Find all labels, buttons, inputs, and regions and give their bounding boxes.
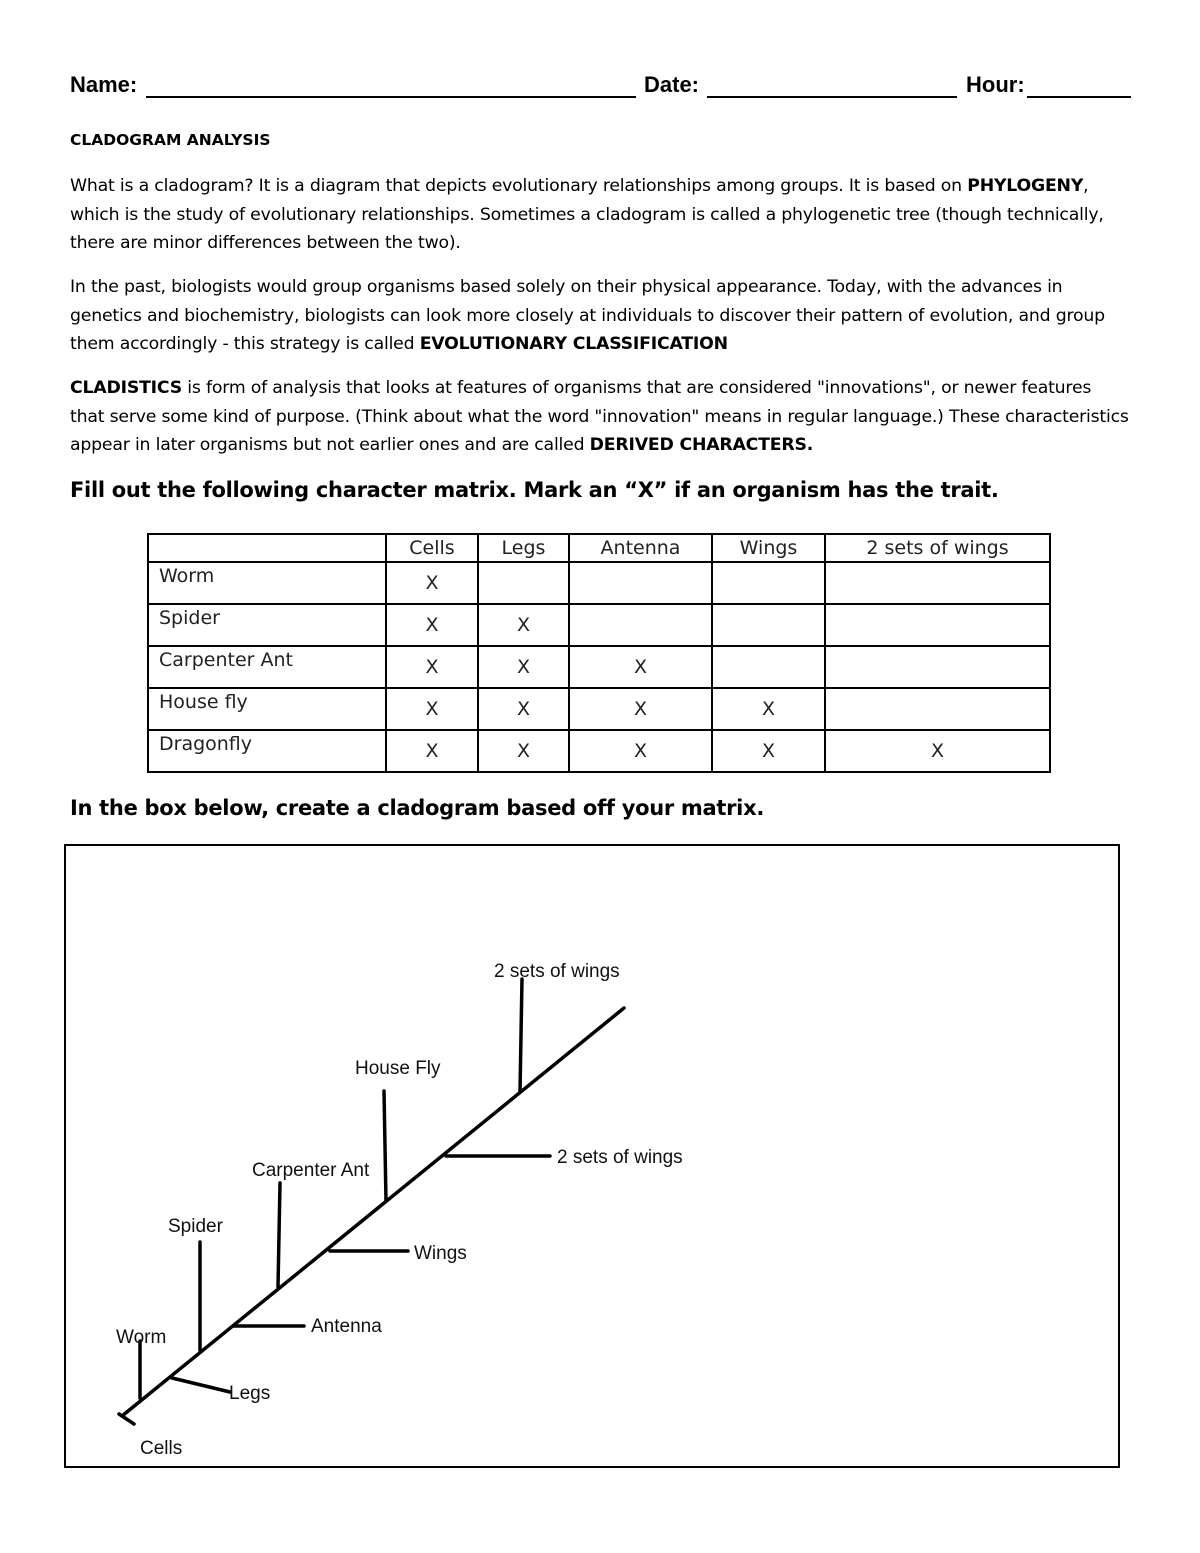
label-top-two-sets-of-wings: 2 sets of wings <box>494 961 620 982</box>
trait-cell[interactable] <box>712 646 825 688</box>
trait-cell[interactable]: X <box>478 730 569 772</box>
label-wings: Wings <box>414 1243 467 1264</box>
organism-name: House fly <box>148 688 386 730</box>
trait-cell[interactable]: X <box>386 604 478 646</box>
organism-name: Worm <box>148 562 386 604</box>
trait-cell[interactable] <box>478 562 569 604</box>
trait-cell[interactable]: X <box>478 604 569 646</box>
header-two-sets-of-wings: 2 sets of wings <box>825 534 1050 562</box>
trait-cell[interactable] <box>825 562 1050 604</box>
house-fly-branch <box>384 1091 386 1201</box>
label-carpenter-ant: Carpenter Ant <box>252 1160 370 1181</box>
paragraph-text: , which is the study of evolutionary relationships. Sometimes a cladogram is called a phylogenetic tree (though technically, there are minor differences between the two). <box>70 176 1104 253</box>
header-antenna: Antenna <box>569 534 712 562</box>
matrix-header-row <box>148 534 1050 562</box>
organism-name: Carpenter Ant <box>148 646 386 688</box>
header-cells: Cells <box>386 534 478 562</box>
term-cladistics: CLADISTICS <box>70 378 182 398</box>
matrix-row-worm <box>148 562 1050 604</box>
trait-cell[interactable]: X <box>386 562 478 604</box>
organism-name: Dragonfly <box>148 730 386 772</box>
cladogram-box <box>64 844 1120 1468</box>
legs-branch <box>172 1378 230 1392</box>
name-label: Name: <box>70 72 138 97</box>
trait-cell[interactable]: X <box>569 646 712 688</box>
trait-cell[interactable]: X <box>712 688 825 730</box>
header-legs: Legs <box>478 534 569 562</box>
trait-cell[interactable] <box>825 604 1050 646</box>
matrix-row-carpenter-ant <box>148 646 1050 688</box>
carpenter-ant-branch <box>278 1183 280 1287</box>
paragraph-evolutionary-classification <box>70 273 1130 359</box>
label-cells: Cells <box>140 1438 183 1459</box>
trait-cell[interactable]: X <box>386 646 478 688</box>
matrix-row-dragonfly <box>148 730 1050 772</box>
trait-cell[interactable]: X <box>386 730 478 772</box>
hour-label: Hour: <box>966 72 1025 97</box>
term-derived-characters: DERIVED CHARACTERS. <box>589 435 814 455</box>
trait-cell[interactable]: X <box>712 730 825 772</box>
header-cell-blank <box>148 534 386 562</box>
trait-cell[interactable] <box>712 562 825 604</box>
trait-cell[interactable]: X <box>569 730 712 772</box>
label-legs: Legs <box>229 1383 271 1404</box>
name-field[interactable] <box>146 96 636 98</box>
header-wings: Wings <box>712 534 825 562</box>
trait-cell[interactable]: X <box>386 688 478 730</box>
label-spider: Spider <box>168 1216 223 1237</box>
header-row <box>70 72 1132 102</box>
trait-cell[interactable] <box>825 646 1050 688</box>
trait-cell[interactable]: X <box>825 730 1050 772</box>
trait-cell[interactable]: X <box>478 688 569 730</box>
label-worm: Worm <box>116 1327 167 1348</box>
term-evolutionary-classification: EVOLUTIONARY CLASSIFICATION <box>419 334 728 354</box>
trait-cell[interactable]: X <box>478 646 569 688</box>
trait-cell[interactable] <box>569 604 712 646</box>
paragraph-cladistics <box>70 374 1130 460</box>
cladogram-diagram <box>66 846 1118 1466</box>
matrix-row-house-fly <box>148 688 1050 730</box>
organism-name: Spider <box>148 604 386 646</box>
label-house-fly: House Fly <box>355 1058 441 1079</box>
paragraph-text: In the past, biologists would group organisms based solely on their physical appearance. Today, with the advances in genetics and biochemistry, biologists can look more closely at individuals to discover their pattern of evolution, and group them accordingly - this strategy is called <box>70 277 1105 354</box>
character-matrix <box>147 533 1051 773</box>
hour-field[interactable] <box>1027 96 1131 98</box>
trait-cell[interactable] <box>825 688 1050 730</box>
paragraph-text: is form of analysis that looks at features of organisms that are considered "innovations", or newer features that serve some kind of purpose. (Think about what the word "innovation" means in regular language.) These characteristics appear in later organisms but not earlier ones and are called <box>70 378 1129 455</box>
term-phylogeny: PHYLOGENY <box>967 176 1084 196</box>
cells-tick <box>119 1414 134 1424</box>
date-label: Date: <box>644 72 700 97</box>
cladogram-instruction: In the box below, create a cladogram based off your matrix. <box>70 796 765 820</box>
trait-cell[interactable] <box>569 562 712 604</box>
section-title: CLADOGRAM ANALYSIS <box>70 131 271 149</box>
paragraph-text: What is a cladogram? It is a diagram that depicts evolutionary relationships among groups. It is based on <box>70 176 968 196</box>
paragraph-what-is-cladogram <box>70 172 1130 258</box>
label-antenna: Antenna <box>311 1316 382 1337</box>
matrix-instruction: Fill out the following character matrix. Mark an “X” if an organism has the trait. <box>70 478 999 502</box>
trait-cell[interactable]: X <box>569 688 712 730</box>
trait-cell[interactable] <box>712 604 825 646</box>
date-field[interactable] <box>707 96 957 98</box>
label-two-sets-of-wings: 2 sets of wings <box>557 1147 683 1168</box>
matrix-row-spider <box>148 604 1050 646</box>
dragonfly-branch <box>520 979 522 1092</box>
